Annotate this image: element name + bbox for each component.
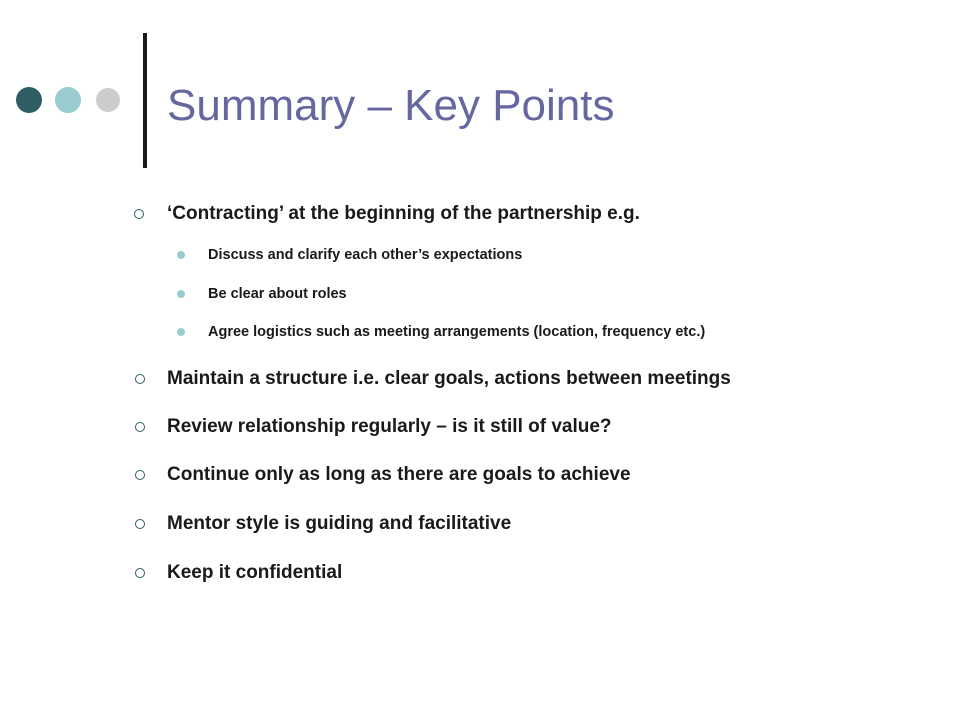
sub-bullet-logistics: Agree logistics such as meeting arrangements (location, frequency etc.) bbox=[208, 324, 706, 340]
bullet-confidential: Keep it confidential bbox=[167, 562, 343, 583]
sub-bullet-expectations: Discuss and clarify each other’s expectations bbox=[208, 247, 523, 263]
bullet-continue: Continue only as long as there are goals to achieve bbox=[167, 464, 631, 485]
bullet-review: Review relationship regularly – is it still of value? bbox=[167, 416, 612, 437]
decorative-dot-dark bbox=[16, 87, 42, 113]
sub-bullet-roles: Be clear about roles bbox=[208, 286, 347, 302]
decorative-dot-light bbox=[55, 87, 81, 113]
bullet-contracting: ‘Contracting’ at the beginning of the partnership e.g. bbox=[167, 203, 640, 224]
bullet-mentor-style: Mentor style is guiding and facilitative bbox=[167, 513, 512, 534]
decorative-dot-grey bbox=[96, 88, 120, 112]
title-divider bbox=[143, 33, 147, 168]
slide-title: Summary – Key Points bbox=[167, 81, 615, 130]
bullet-structure: Maintain a structure i.e. clear goals, actions between meetings bbox=[167, 368, 731, 389]
